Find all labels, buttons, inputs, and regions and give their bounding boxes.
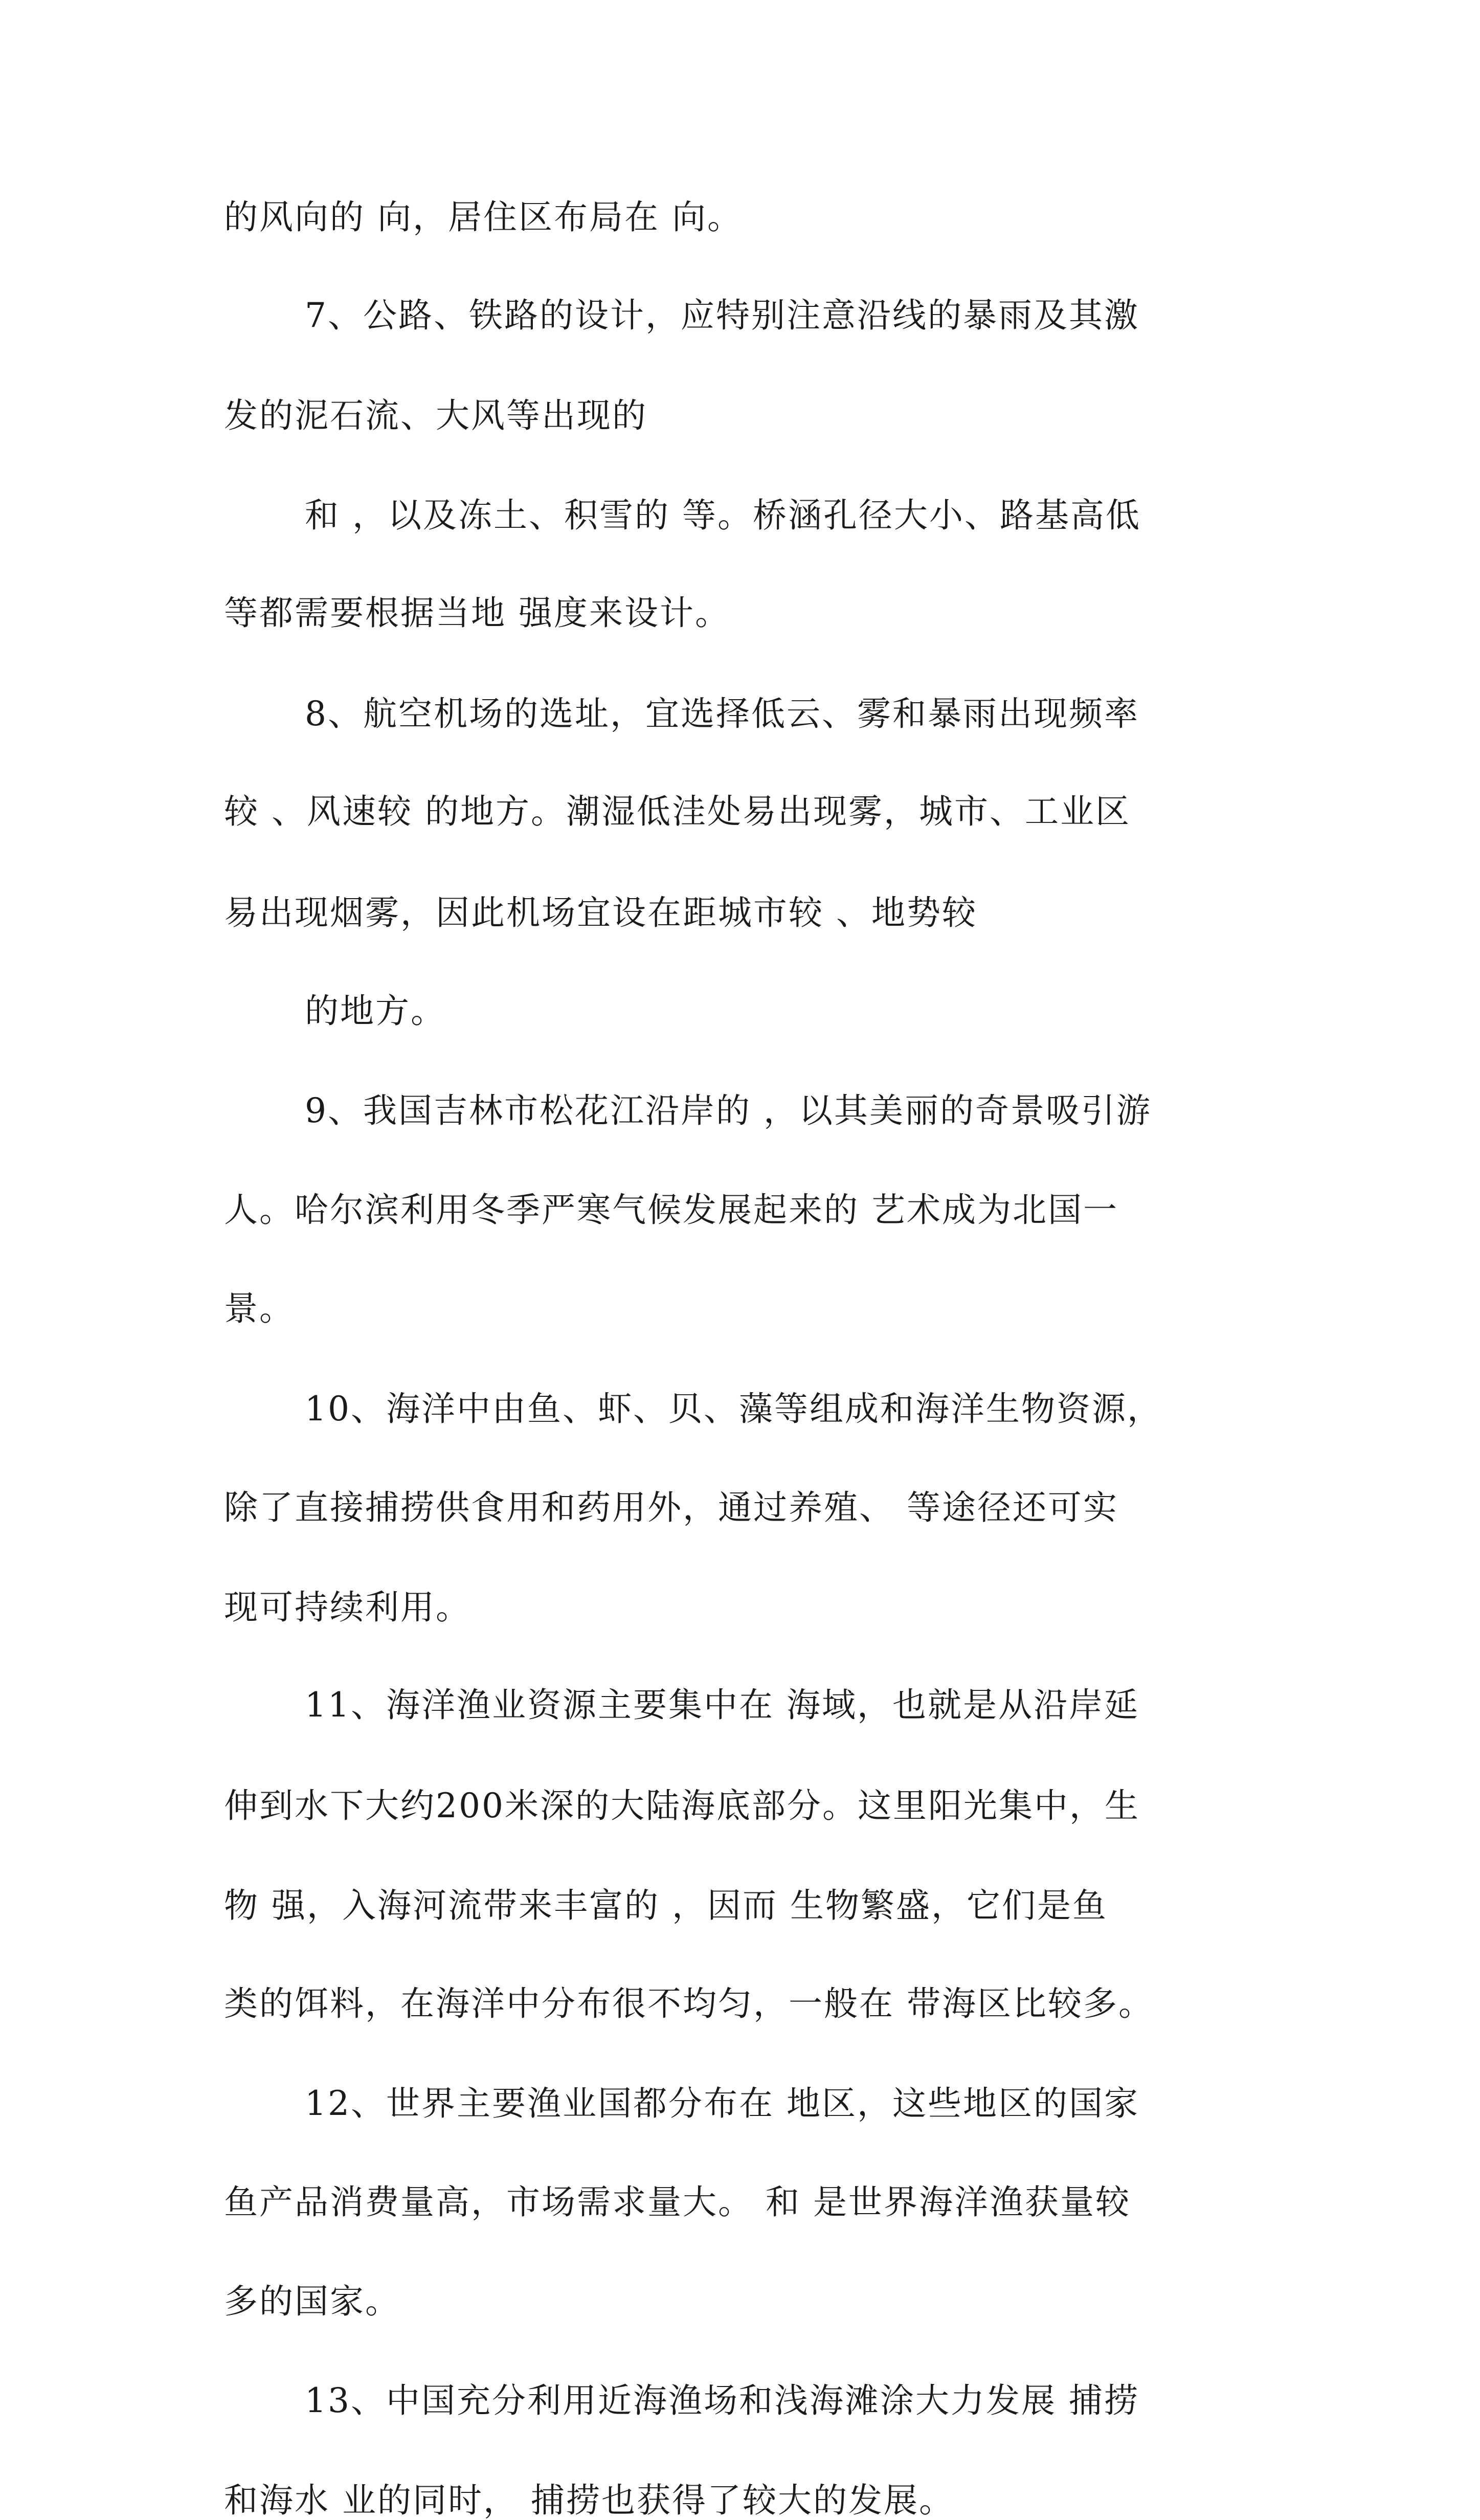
text-line: 多的国家。 xyxy=(224,2282,400,2321)
text-line: 较 、风速较 的地方。潮湿低洼处易出现雾，城市、工业区 xyxy=(224,792,1131,831)
text-line: 现可持续利用。 xyxy=(224,1588,471,1627)
text-line: 10、海洋中由鱼、虾、贝、藻等组成和海洋生物资源， xyxy=(305,1389,1162,1429)
text-line: 物 强，入海河流带来丰富的 ，因而 生物繁盛，它们是鱼 xyxy=(224,1886,1108,1925)
text-line: 类的饵料，在海洋中分布很不均匀，一般在 带海区比较多。 xyxy=(224,1984,1154,2023)
text-line: 鱼产品消费量高，市场需求量大。 和 是世界海洋渔获量较 xyxy=(224,2182,1131,2222)
text-line: 和海水 业的同时， 捕捞也获得了较大的发展。 xyxy=(224,2481,954,2520)
text-line: 13、中国充分利用近海渔场和浅海滩涂大力发展 捕捞 xyxy=(305,2381,1139,2420)
text-line: 12、世界主要渔业国都分布在 地区，这些地区的国家 xyxy=(305,2084,1139,2123)
text-line: 的地方。 xyxy=(305,991,446,1031)
text-line: 发的泥石流、大风等出现的 xyxy=(224,396,647,435)
text-line: 的风向的 向，居住区布局在 向。 xyxy=(224,197,743,237)
text-line: 11、海洋渔业资源主要集中在 海域，也就是从沿岸延 xyxy=(305,1685,1139,1725)
text-line: 除了直接捕捞供食用和药用外，通过养殖、 等途径还可实 xyxy=(224,1488,1118,1527)
text-line: 伸到水下大约200米深的大陆海底部分。这里阳光集中，生 xyxy=(224,1786,1140,1825)
text-line: 等都需要根据当地 强度来设计。 xyxy=(224,593,730,633)
text-line: 和 ，以及冻土、积雪的 等。桥涵孔径大小、路基高低 xyxy=(305,496,1141,535)
text-line: 易出现烟雾，因此机场宜设在距城市较 、地势较 xyxy=(224,893,977,932)
text-line: 9、我国吉林市松花江沿岸的 ，以其美丽的奇景吸引游 xyxy=(305,1091,1152,1130)
text-line: 7、公路、铁路的设计，应特别注意沿线的暴雨及其激 xyxy=(305,296,1139,335)
text-line: 8、航空机场的选址，宜选择低云、雾和暴雨出现频率 xyxy=(305,694,1139,733)
text-line: 景。 xyxy=(224,1289,295,1328)
text-line: 人。哈尔滨利用冬季严寒气候发展起来的 艺术成为北国一 xyxy=(224,1190,1118,1230)
